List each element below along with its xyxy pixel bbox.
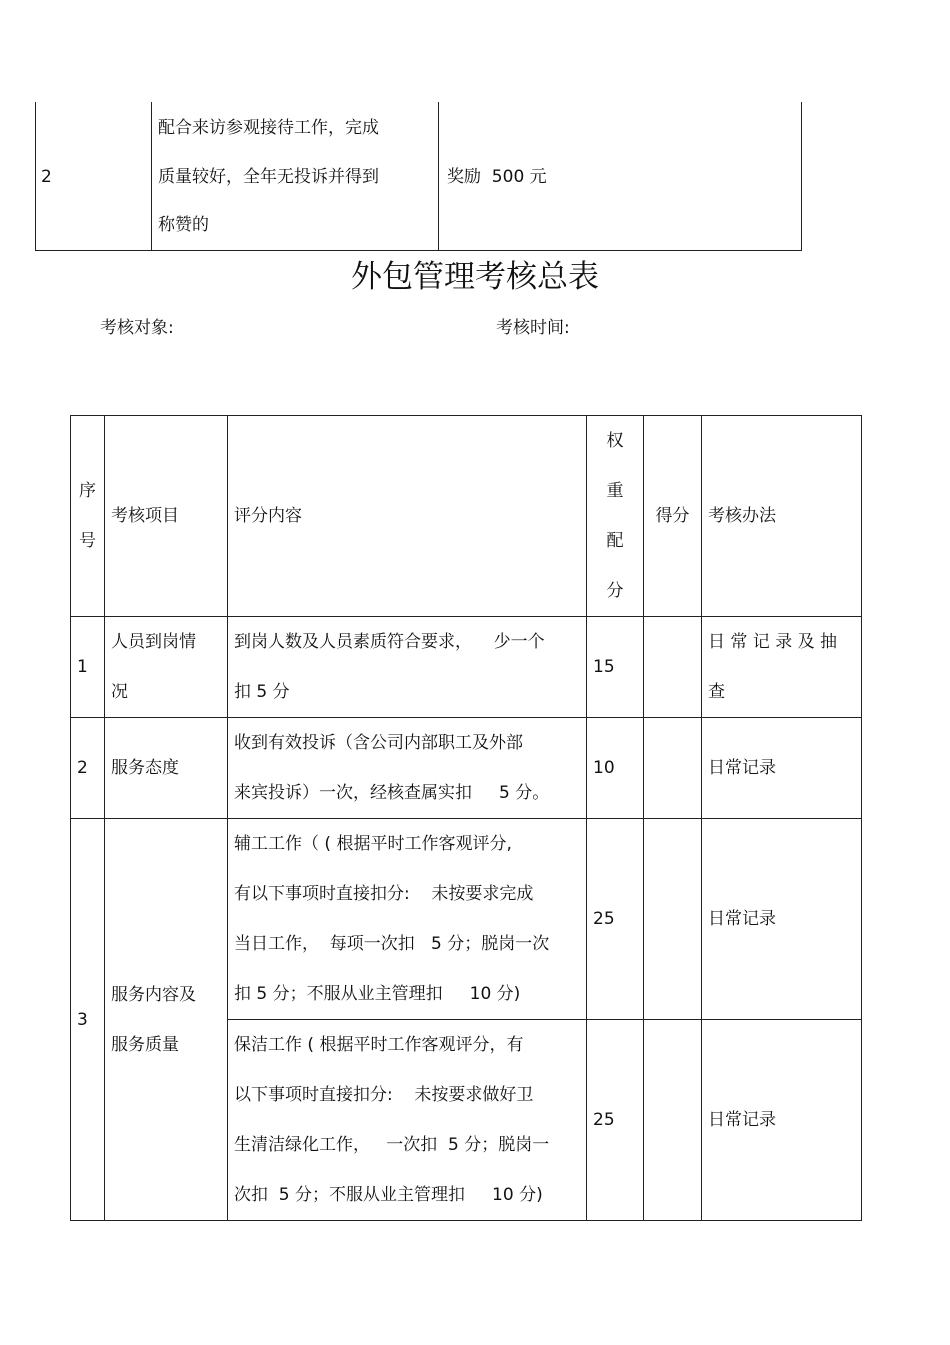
table-row xyxy=(71,718,862,819)
page-title: 外包管理考核总表 xyxy=(351,259,599,295)
row-number: 2 xyxy=(71,718,105,819)
header-row xyxy=(71,416,862,617)
table-border xyxy=(35,102,36,251)
table-row xyxy=(71,617,862,718)
row-number: 1 xyxy=(71,617,105,718)
row-item: 服务态度 xyxy=(105,718,228,819)
row-content: 辅工工作（ ( 根据平时工作客观评分, 有以下事项时直接扣分: 未按要求完成 当日工作， 每项一次扣 5 分；脱岗一次 扣 5 分；不服从业主管理扣 10 分) xyxy=(228,819,587,1020)
row-item: 人员到岗情 况 xyxy=(105,617,228,718)
row-weight: 25 xyxy=(587,819,644,1020)
row-score xyxy=(644,819,702,1020)
row-content: 保洁工作 ( 根据平时工作客观评分，有 以下事项时直接扣分: 未按要求做好卫 生清洁绿化工作， 一次扣 5 分；脱岗一 次扣 5 分；不服从业主管理扣 10 分) xyxy=(228,1020,587,1221)
table-border xyxy=(801,102,802,251)
assessment-table xyxy=(70,415,862,1221)
row-score xyxy=(644,718,702,819)
table-border xyxy=(151,102,152,251)
time-label: 考核时间: xyxy=(496,318,570,338)
content-line: 称赞的 xyxy=(158,215,209,235)
target-label: 考核对象: xyxy=(100,318,174,338)
previous-table-fragment xyxy=(35,102,802,251)
content-line: 质量较好，全年无投诉并得到 xyxy=(158,167,379,187)
row-item: 服务内容及 服务质量 xyxy=(105,819,228,1221)
row-weight: 15 xyxy=(587,617,644,718)
header-method: 考核办法 xyxy=(702,416,862,617)
row-number: 3 xyxy=(71,819,105,1221)
row-number: 2 xyxy=(41,167,52,187)
table-border xyxy=(35,250,802,251)
header-weight: 权 重 配 分 xyxy=(587,416,644,617)
header-content: 评分内容 xyxy=(228,416,587,617)
reward-text: 奖励 500 元 xyxy=(447,167,547,187)
table-row xyxy=(71,819,862,1020)
table-border xyxy=(438,102,439,251)
row-method: 日常记录 xyxy=(702,1020,862,1221)
row-weight: 25 xyxy=(587,1020,644,1221)
row-content: 收到有效投诉（含公司内部职工及外部 来宾投诉）一次，经核查属实扣 5 分。 xyxy=(228,718,587,819)
row-method: 日 常 记 录 及 抽 查 xyxy=(702,617,862,718)
header-item: 考核项目 xyxy=(105,416,228,617)
row-score xyxy=(644,617,702,718)
row-weight: 10 xyxy=(587,718,644,819)
row-score xyxy=(644,1020,702,1221)
row-content: 到岗人数及人员素质符合要求， 少一个 扣 5 分 xyxy=(228,617,587,718)
content-line: 配合来访参观接待工作，完成 xyxy=(158,118,379,138)
header-score: 得分 xyxy=(644,416,702,617)
row-method: 日常记录 xyxy=(702,819,862,1020)
header-no: 序 号 xyxy=(71,416,105,617)
row-method: 日常记录 xyxy=(702,718,862,819)
